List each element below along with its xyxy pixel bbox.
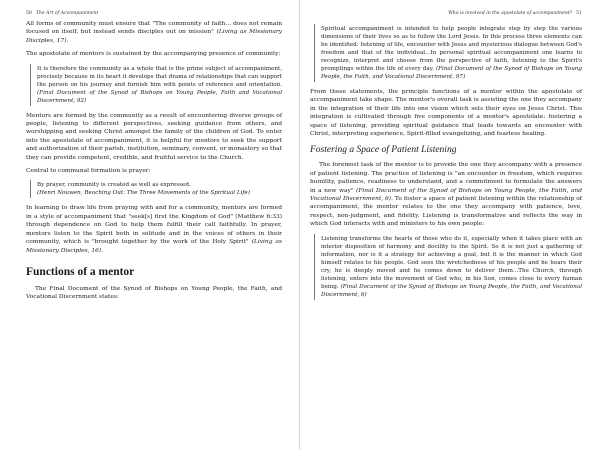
paragraph: The foremost task of the mentor is to provide the one they accompany with a presence of patient listening. The practice of listening is "an encounter in freedom, which requires humility, patience, readiness to understand, and a commitment to formulate the answers in a new way" (Final Document of the Synod of Bishops on Young People, the Faith, and Vocational Discernment, 6). To foster a space of patient listening within the relationship of accompaniment, the mentor relates to the one they accompany with patience, love, respect, non-judgment, and fidelity. Listening is transformative and reflects the way in which God interacts with and ministers to his own people: [310,162,582,228]
running-head: Who is involved in the apostolate of accompaniment? [448,10,573,16]
block-quote: By prayer, community is created as well as expressed. (Henri Nouwen, Reaching Out: The Three Movements of the Spiritual Life) [30,180,282,198]
page-number: 50 [26,10,32,16]
block-quote: It is therefore the community as a whole that is the prime subject of accompaniment, precisely because in its heart it develops that drama of relationships that can support the person on his journey and furnish him with points of reference and orientation. (Final Document of the Synod of Bishops on Young People, Faith and Vocational Discernment, 92) [30,64,282,106]
block-quote: Listening transforms the hearts of those who do it, especially when it takes place with an interior disposition of harmony and docility to the Spirit. So it is not just a gathering of information, nor is it a strategy for achieving a goal, but it is the manner in which God himself relates to his people. God sees the wretchedness of his people and he hears their cry, he is deeply moved and he comes down to deliver them...The Church, through listening, enters into the movement of God who, in his Son, comes close to every human being. (Final Document of the Synod of Bishops on Young People, the Faith, and Vocational Discernment, 6) [314,234,582,300]
paragraph: From these statements, the principle functions of a mentor within the apostolate of accompaniment take shape. The mentor's overall task is assisting the one they accompany in the integration of their life into one vision which sets their eyes on Jesus Christ. This integration is cultivated through five components of a mentor's apostolate: fostering a space of listening, providing spiritual guidance that leads towards an encounter with Christ, interpreting experience, Spirit-filled evangelizing, and fearless healing. [310,89,582,138]
paragraph: Central to communal formation is prayer: [26,168,151,175]
paragraph: Mentors are formed by the community as a result of encountering diverse groups of people, listening to different perspectives, seeking guidance from others, and worshipping and seeking Christ amongst the family of the children of God. To enter into the apostolate of accompaniment, it is helpful for mentors to seek the support and authorization of their parish, institution, seminary, convent, or monastery so that they can provide competent, credible, and fruitful service to the Church. [26,112,282,161]
paragraph: The apostolate of mentors is sustained by the accompanying presence of community: [26,51,281,58]
page-number: 51 [576,10,582,16]
left-page-header [26,6,282,20]
right-page-header [310,6,582,20]
subsection-heading: Fostering a Space of Patient Listening [310,145,457,156]
running-head: The Art of Accompaniment [35,10,99,16]
paragraph: In learning to draw life from praying with and for a community, mentors are formed in a style of accompaniment that "seek[s] first the Kingdom of God" (Matthew 6:33) through dependence on God to help them fulfill their call faithfully. In prayer, mentors listen to the Spirit both in solitude and in the voices of others in their community, which is "brought together by the work of the Holy Spirit" (Living as Missionary Disciples, 16). [26,205,283,254]
paragraph: The Final Document of the Synod of Bishops on Young People, the Faith, and Vocational Discernment states: [26,285,282,301]
left-page [0,0,290,450]
section-heading: Functions of a mentor [26,265,135,278]
right-page [300,0,590,450]
block-quote: Spiritual accompaniment is intended to help people integrate step by step the various dimensions of their lives so as to follow the Lord Jesus. In this process three elements can be identified: listening of life, encounter with Jesus and mysterious dialogue between God's freedom and that of the individual...In personal spiritual accompaniment one learns to recognize, interpret and choose from the perspective of faith, listening to the Spirit's promptings within the life of every day. (Final Document of the Synod of Bishops on Young People, the Faith, and Vocational Discernment, 97) [314,24,582,82]
paragraph: All forms of community must ensure that "The community of faith... does not remain focused on itself, but instead sends disciples out on mission" (Living as Missionary Disciples, 17). [26,21,282,44]
